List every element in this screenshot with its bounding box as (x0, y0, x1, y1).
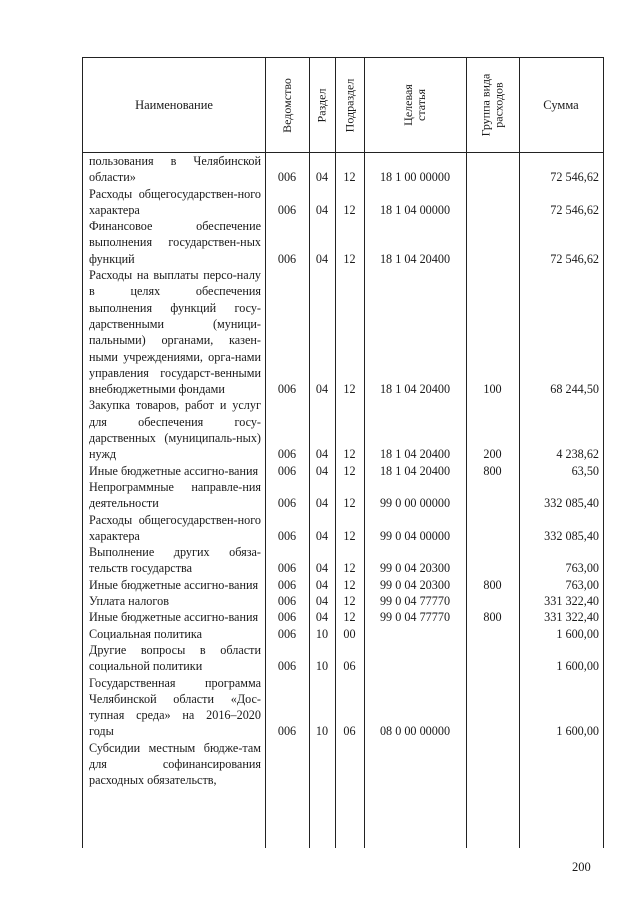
vedomstvo-cell: 006 (277, 170, 297, 185)
celevaya-statya-cell: 18 1 04 20400 (379, 463, 451, 478)
celevaya-statya-cell: 99 0 04 00000 (379, 528, 451, 543)
celevaya-statya-cell: 99 0 04 77770 (379, 594, 451, 609)
celevaya-statya-cell: 18 1 04 20400 (379, 251, 451, 266)
razdel-cell: 04 (315, 594, 329, 609)
name-cell: Расходы общегосударствен-ного характера (89, 512, 261, 543)
summa-cell: 1 600,00 (556, 626, 599, 641)
table-row (83, 544, 603, 577)
razdel-cell: 04 (315, 463, 329, 478)
header-celevaya-statya: Целевая статья (400, 84, 428, 126)
vedomstvo-cell: 006 (277, 577, 297, 592)
gruppa-cell: 800 (483, 577, 502, 592)
vedomstvo-cell: 006 (277, 594, 297, 609)
vedomstvo-cell: 006 (277, 724, 297, 739)
vedomstvo-cell: 006 (277, 528, 297, 543)
gruppa-cell: 800 (483, 463, 502, 478)
podrazdel-cell: 00 (343, 626, 356, 641)
razdel-cell: 04 (315, 251, 329, 266)
podrazdel-cell: 12 (343, 496, 356, 511)
name-cell: Иные бюджетные ассигно-вания (89, 577, 259, 592)
vedomstvo-cell: 006 (277, 659, 297, 674)
budget-table (82, 57, 604, 848)
name-cell: Государственная программа Челябинской области «Дос-тупная среда» на 2016–2020 годы (89, 675, 261, 739)
summa-cell: 72 546,62 (550, 251, 599, 266)
name-cell: Иные бюджетные ассигно-вания (89, 610, 259, 625)
summa-cell: 332 085,40 (544, 528, 599, 543)
podrazdel-cell: 12 (343, 382, 356, 397)
vedomstvo-cell: 006 (277, 561, 297, 576)
razdel-cell: 10 (315, 659, 329, 674)
razdel-cell: 04 (315, 528, 329, 543)
summa-cell: 72 546,62 (550, 170, 599, 185)
table-row (83, 609, 603, 625)
table-row (83, 577, 603, 593)
celevaya-statya-cell: 99 0 04 20300 (379, 577, 451, 592)
razdel-cell: 04 (315, 447, 329, 462)
vedomstvo-cell: 006 (277, 202, 297, 217)
summa-cell: 68 244,50 (550, 382, 599, 397)
header-name: Наименование (135, 97, 213, 112)
podrazdel-cell: 12 (343, 561, 356, 576)
table-row (83, 218, 603, 267)
name-cell: Другие вопросы в области социальной политики (89, 642, 261, 674)
celevaya-statya-cell: 99 0 00 00000 (379, 496, 451, 511)
table-row (83, 512, 603, 545)
summa-cell: 331 322,40 (544, 594, 599, 609)
vedomstvo-cell: 006 (277, 610, 297, 625)
podrazdel-cell: 12 (343, 447, 356, 462)
name-cell: Социальная политика (89, 626, 203, 641)
razdel-cell: 04 (315, 496, 329, 511)
summa-cell: 63,50 (571, 463, 599, 478)
podrazdel-cell: 12 (343, 202, 356, 217)
vedomstvo-cell: 006 (277, 496, 297, 511)
summa-cell: 72 546,62 (550, 202, 599, 217)
podrazdel-cell: 12 (343, 577, 356, 592)
header-podrazdel: Подраздел (342, 78, 357, 132)
header-summa: Сумма (543, 97, 579, 112)
table-row (83, 479, 603, 512)
name-cell: Расходы общегосударствен-ного характера (89, 186, 261, 217)
podrazdel-cell: 06 (343, 724, 356, 739)
podrazdel-cell: 12 (343, 528, 356, 543)
podrazdel-cell: 12 (343, 610, 356, 625)
summa-cell: 4 238,62 (556, 447, 599, 462)
celevaya-statya-cell: 18 1 04 00000 (379, 202, 451, 217)
celevaya-statya-cell: 99 0 04 20300 (379, 561, 451, 576)
podrazdel-cell: 12 (343, 251, 356, 266)
summa-cell: 1 600,00 (556, 724, 599, 739)
vedomstvo-cell: 006 (277, 463, 297, 478)
name-cell: Закупка товаров, работ и услуг для обеспечения госу-дарственных (муниципаль-ных) нужд (89, 398, 261, 462)
name-cell: пользования в Челябинской области» (89, 154, 261, 185)
name-cell: Расходы на выплаты персо-налу в целях обеспечения выполнения функций госу-дарственными (муници-пальными) органами, казен-ными учреждениями, орга-нами управления государст-венными внебюджетными фондами (89, 268, 261, 397)
podrazdel-cell: 06 (343, 659, 356, 674)
vedomstvo-cell: 006 (277, 447, 297, 462)
razdel-cell: 04 (315, 170, 329, 185)
summa-cell: 332 085,40 (544, 496, 599, 511)
podrazdel-cell: 12 (343, 463, 356, 478)
header-razdel: Раздел (314, 88, 329, 122)
name-cell: Иные бюджетные ассигно-вания (89, 463, 259, 478)
table-row (83, 593, 603, 609)
podrazdel-cell: 12 (343, 594, 356, 609)
celevaya-statya-cell: 18 1 04 20400 (379, 382, 451, 397)
summa-cell: 763,00 (565, 561, 599, 576)
vedomstvo-cell: 006 (277, 626, 297, 641)
podrazdel-cell: 12 (343, 170, 356, 185)
razdel-cell: 04 (315, 610, 329, 625)
summa-cell: 763,00 (565, 577, 599, 592)
gruppa-cell: 100 (483, 382, 502, 397)
table-row (83, 186, 603, 219)
summa-cell: 1 600,00 (556, 659, 599, 674)
table-row (83, 397, 603, 462)
table-row (83, 740, 603, 789)
razdel-cell: 10 (315, 626, 329, 641)
table-body (83, 153, 603, 789)
table-row (83, 267, 603, 397)
celevaya-statya-cell: 99 0 04 77770 (379, 610, 451, 625)
name-cell: Непрограммные направле-ния деятельности (89, 479, 261, 511)
razdel-cell: 04 (315, 202, 329, 217)
table-row (83, 642, 603, 675)
gruppa-cell: 800 (483, 610, 502, 625)
table-row (83, 675, 603, 740)
vedomstvo-cell: 006 (277, 382, 297, 397)
razdel-cell: 04 (315, 382, 329, 397)
razdel-cell: 04 (315, 561, 329, 576)
name-cell: Финансовое обеспечение выполнения государствен-ных функций (89, 219, 261, 266)
name-cell: Выполнение других обяза-тельств государства (89, 545, 261, 576)
header-gruppa-vida-rashodov: Группа вида расходов (478, 73, 506, 137)
gruppa-cell: 200 (483, 447, 502, 462)
table-row (83, 463, 603, 479)
header-vedomstvo: Ведомство (279, 77, 294, 133)
celevaya-statya-cell: 08 0 00 00000 (379, 724, 451, 739)
table-row (83, 153, 603, 186)
page-number: 200 (572, 860, 591, 874)
vedomstvo-cell: 006 (277, 251, 297, 266)
table-row (83, 626, 603, 642)
celevaya-statya-cell: 18 1 00 00000 (379, 170, 451, 185)
name-cell: Субсидии местным бюдже-там для софинансирования расходных обязательств, (89, 740, 261, 788)
name-cell: Уплата налогов (89, 594, 169, 609)
summa-cell: 331 322,40 (544, 610, 599, 625)
razdel-cell: 10 (315, 724, 329, 739)
celevaya-statya-cell: 18 1 04 20400 (379, 447, 451, 462)
razdel-cell: 04 (315, 577, 329, 592)
